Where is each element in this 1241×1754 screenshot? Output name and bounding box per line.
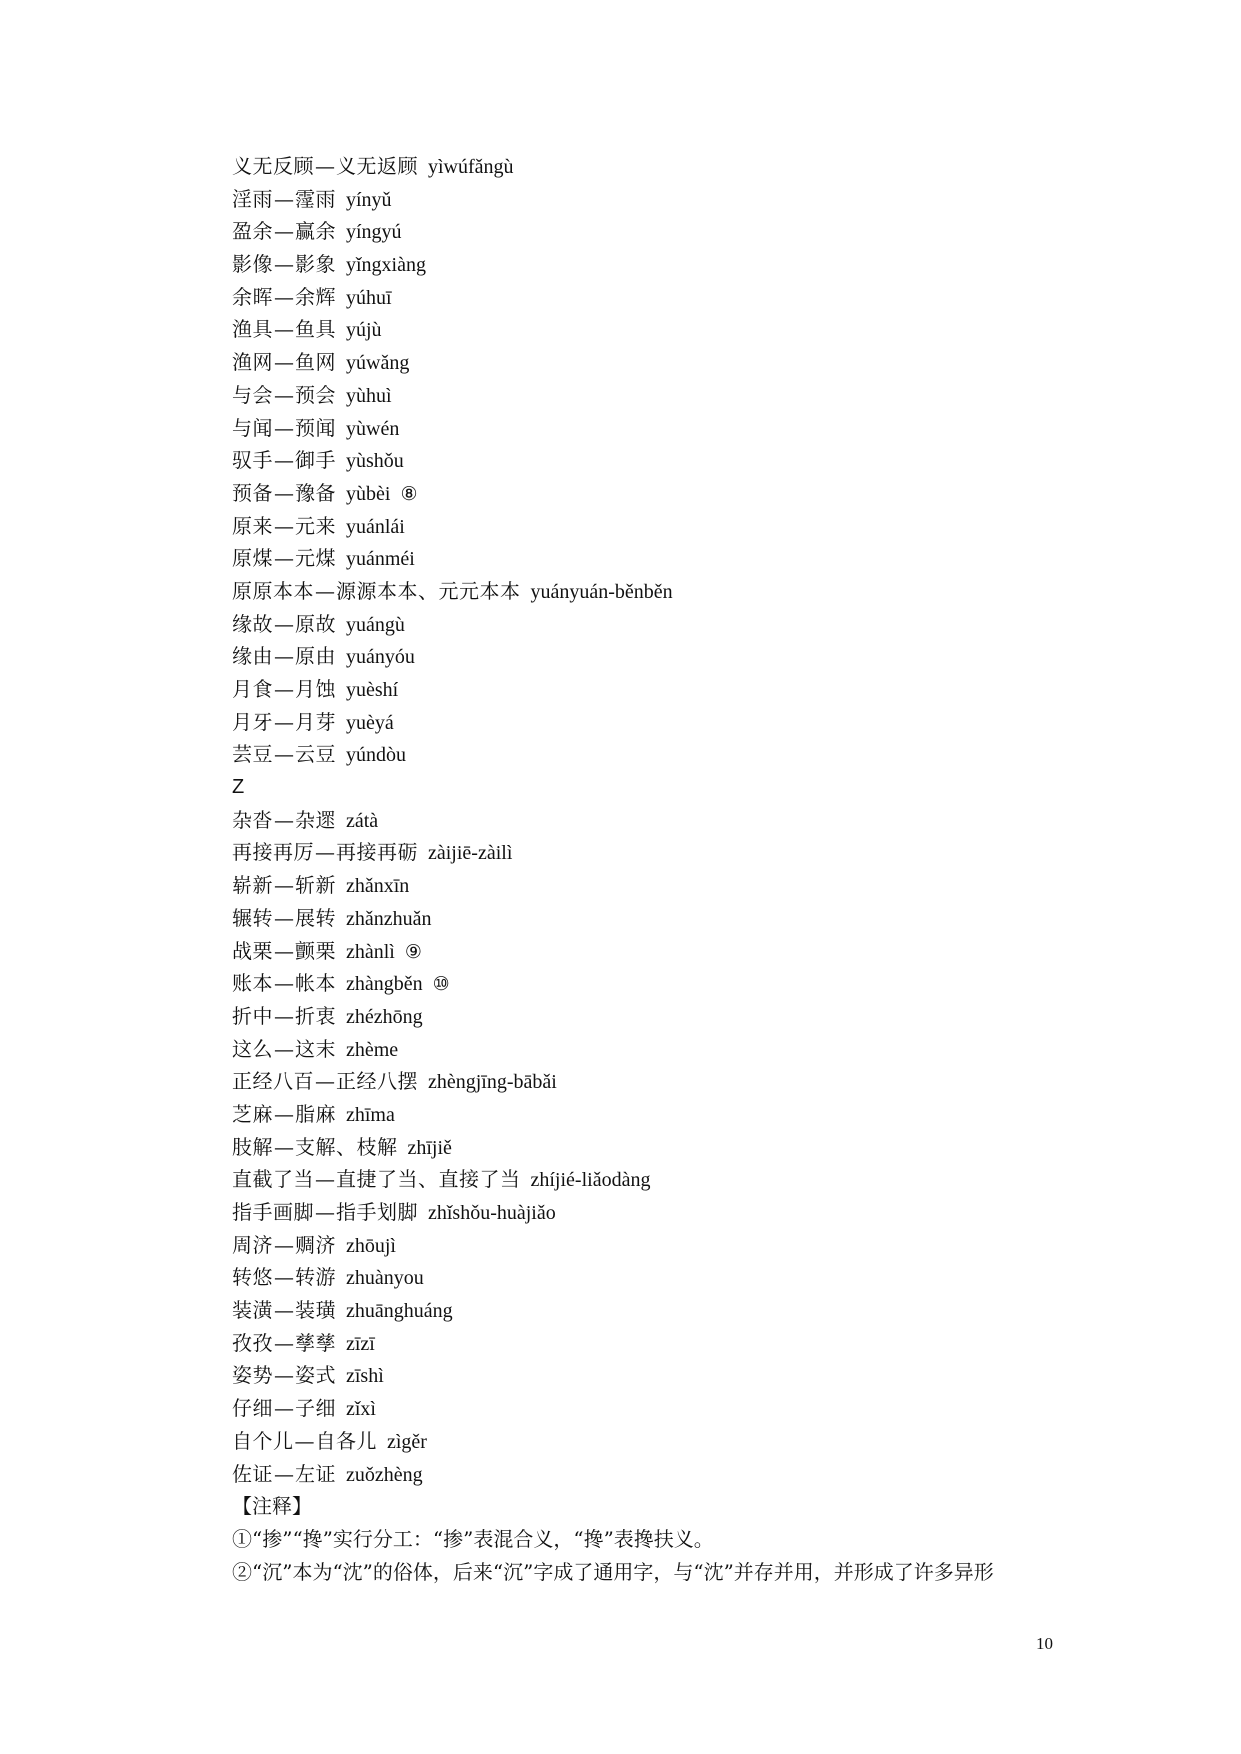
notes-list — [232, 1523, 1112, 1588]
entry-term: 周济 — [232, 1232, 273, 1257]
entry-term: 账本 — [232, 971, 273, 996]
entry-term: 月食 — [232, 677, 273, 701]
entry-line — [232, 215, 1112, 248]
entry-separator: — — [274, 709, 294, 734]
entry-line — [232, 1327, 1112, 1360]
entry-line — [232, 1065, 1112, 1098]
entry-line — [232, 1261, 1112, 1294]
entry-separator: — — [274, 1101, 294, 1126]
entry-term: 淫雨 — [232, 186, 273, 211]
entry-variant: 鱼网 — [295, 350, 336, 375]
entry-term: 月牙 — [232, 709, 273, 734]
entry-term: 原来 — [232, 513, 273, 538]
entry-pinyin: yǐngxiàng — [346, 254, 426, 277]
entry-line — [232, 1458, 1112, 1491]
entry-term: 原煤 — [232, 546, 273, 571]
entry-separator: — — [315, 154, 335, 178]
entry-note-ref: ⑨ — [404, 940, 422, 963]
entry-line — [232, 346, 1112, 379]
entry-term: 与闻 — [232, 415, 273, 440]
entry-pinyin: yuányuán-běnběn — [530, 580, 673, 603]
entry-term: 肢解 — [232, 1134, 273, 1159]
entry-separator: — — [274, 1232, 294, 1257]
entry-line — [232, 183, 1112, 216]
entry-term: 义无反顾 — [232, 154, 314, 178]
entry-line — [232, 1131, 1112, 1164]
entry-line — [232, 608, 1112, 641]
entry-line — [232, 510, 1112, 543]
entry-separator: — — [315, 840, 335, 865]
entry-line — [232, 935, 1112, 968]
entry-pinyin: zhèngjīng-bābǎi — [428, 1071, 557, 1094]
entry-pinyin: zuǒzhèng — [346, 1463, 423, 1486]
entry-line — [232, 738, 1112, 771]
entry-separator: — — [274, 905, 294, 930]
entry-line — [232, 804, 1112, 837]
entry-pinyin: yúndòu — [346, 744, 406, 767]
entry-separator: — — [274, 284, 294, 309]
entry-variant: 左证 — [295, 1461, 336, 1486]
entry-variant: 正经八摆 — [336, 1069, 418, 1094]
entry-pinyin: yùbèi — [346, 482, 391, 505]
entry-variant: 帐本 — [295, 971, 336, 996]
entry-variant: 元来 — [295, 513, 336, 538]
entry-pinyin: yùhuì — [346, 384, 392, 407]
entry-separator: — — [274, 644, 294, 669]
entry-separator: — — [274, 1363, 294, 1388]
entry-pinyin: yuèyá — [346, 711, 394, 734]
entry-term: 盈余 — [232, 219, 273, 244]
entry-variant: 月芽 — [295, 709, 336, 734]
section-heading-z: Z — [232, 776, 245, 799]
entry-pinyin: yínyǔ — [346, 188, 392, 211]
entry-term: 杂沓 — [232, 807, 273, 832]
entry-line — [232, 248, 1112, 281]
entry-separator: — — [274, 382, 294, 407]
entry-term: 余晖 — [232, 284, 273, 309]
entry-variant: 原故 — [295, 611, 336, 636]
entry-variant: 转游 — [295, 1265, 336, 1290]
entry-variant: 自各儿 — [315, 1428, 377, 1453]
entry-term: 芝麻 — [232, 1101, 273, 1126]
entry-separator: — — [274, 448, 294, 473]
entry-term: 再接再厉 — [232, 840, 314, 865]
entry-pinyin: zhézhōng — [346, 1005, 423, 1028]
entry-term: 影像 — [232, 252, 273, 277]
entry-variant: 御手 — [295, 448, 336, 473]
entry-separator: — — [274, 611, 294, 636]
entry-term: 与会 — [232, 382, 273, 407]
entry-note-ref: ⑧ — [400, 482, 418, 505]
entry-variant: 元煤 — [295, 546, 336, 571]
entry-variant: 子细 — [295, 1396, 336, 1421]
entry-separator: — — [274, 971, 294, 996]
entry-term: 孜孜 — [232, 1330, 273, 1355]
entry-separator: — — [274, 1330, 294, 1355]
entry-separator: — — [274, 252, 294, 277]
entry-variant: 影象 — [295, 252, 336, 277]
document-body — [232, 150, 1112, 1588]
entry-pinyin: yuánméi — [346, 548, 415, 571]
entry-term: 佐证 — [232, 1461, 273, 1486]
entry-line — [232, 412, 1112, 445]
entry-separator: — — [274, 219, 294, 244]
entry-pinyin: yùshǒu — [346, 450, 404, 473]
entry-variant: 鱼具 — [295, 317, 336, 342]
entry-term: 转悠 — [232, 1265, 273, 1290]
entry-pinyin: zhǐshǒu-huàjiǎo — [428, 1202, 556, 1224]
entry-line — [232, 1033, 1112, 1066]
entry-term: 缘故 — [232, 611, 273, 636]
entry-separator: — — [274, 742, 294, 767]
entry-pinyin: zhōujì — [346, 1234, 396, 1257]
entry-variant: 支解、枝解 — [295, 1134, 398, 1159]
entry-pinyin: zhíjié-liǎodàng — [530, 1169, 651, 1192]
note-line: ①“掺”“搀”实行分工：“掺”表混合义，“搀”表搀扶义。 — [232, 1526, 714, 1551]
entry-pinyin: zàijiē-zàilì — [428, 842, 513, 865]
entry-separator: — — [274, 1298, 294, 1323]
entry-term: 渔具 — [232, 317, 273, 342]
entry-separator: — — [274, 415, 294, 440]
entry-variant: 颤栗 — [295, 938, 336, 963]
entry-term: 指手画脚 — [232, 1200, 314, 1224]
entry-separator: — — [315, 1167, 335, 1192]
page-number: 10 — [1036, 1634, 1053, 1653]
entry-variant: 月蚀 — [295, 677, 336, 701]
entry-term: 渔网 — [232, 350, 273, 375]
entry-separator: — — [274, 546, 294, 571]
entry-variant: 源源本本、元元本本 — [336, 578, 521, 603]
entry-term: 自个儿 — [232, 1428, 294, 1453]
entry-separator: — — [315, 578, 335, 603]
entry-pinyin: zhuànyou — [346, 1267, 424, 1290]
entry-variant: 装璜 — [295, 1298, 336, 1323]
entry-separator: — — [274, 1134, 294, 1159]
entry-separator: — — [274, 1003, 294, 1028]
entry-pinyin: zhījiě — [407, 1136, 452, 1159]
entry-variant: 杂遝 — [295, 807, 336, 832]
entry-variant: 斩新 — [295, 873, 336, 898]
entry-pinyin: yuányóu — [346, 646, 415, 669]
entry-separator: — — [274, 480, 294, 505]
entry-note-ref: ⑩ — [432, 973, 450, 996]
entry-pinyin: zīshì — [346, 1365, 384, 1388]
entry-line — [232, 869, 1112, 902]
entry-term: 原原本本 — [232, 578, 314, 603]
entry-separator: — — [274, 317, 294, 342]
entry-pinyin: zhīma — [346, 1103, 395, 1126]
entry-variant: 豫备 — [295, 480, 336, 505]
entry-variant: 指手划脚 — [336, 1200, 418, 1224]
entry-line — [232, 1359, 1112, 1392]
entry-variant: 赒济 — [295, 1232, 336, 1257]
entry-separator: — — [274, 186, 294, 211]
entry-term: 仔细 — [232, 1396, 273, 1421]
entry-line — [232, 673, 1112, 706]
entry-separator: — — [274, 807, 294, 832]
entry-pinyin: yìwúfǎngù — [428, 156, 514, 178]
entry-pinyin: zhuānghuáng — [346, 1300, 453, 1323]
entry-pinyin: yuánlái — [346, 515, 405, 538]
entry-variant: 霪雨 — [295, 186, 336, 211]
entry-pinyin: zhàngběn — [346, 973, 423, 996]
entry-term: 崭新 — [232, 873, 273, 898]
entry-term: 装潢 — [232, 1298, 273, 1323]
entry-separator: — — [274, 1396, 294, 1421]
entry-pinyin: yújù — [346, 319, 382, 342]
entry-line — [232, 575, 1112, 608]
entry-line — [232, 1000, 1112, 1033]
entry-variant: 原由 — [295, 644, 336, 669]
note-line: ②“沉”本为“沈”的俗体，后来“沉”字成了通用字，与“沈”并存并用，并形成了许多异形 — [232, 1559, 994, 1584]
entry-variant: 预会 — [295, 382, 336, 407]
entry-term: 折中 — [232, 1003, 273, 1028]
entry-line — [232, 1294, 1112, 1327]
entry-separator: — — [274, 1036, 294, 1061]
entry-term: 正经八百 — [232, 1069, 314, 1094]
entry-variant: 云豆 — [295, 742, 336, 767]
entry-line — [232, 281, 1112, 314]
entry-line — [232, 1098, 1112, 1131]
entry-term: 战栗 — [232, 938, 273, 963]
entry-pinyin: zīzī — [346, 1332, 375, 1355]
entry-variant: 义无返顾 — [336, 154, 418, 178]
entry-line — [232, 967, 1112, 1000]
entry-term: 直截了当 — [232, 1167, 314, 1192]
entry-term: 辗转 — [232, 905, 273, 930]
entry-variant: 这末 — [295, 1036, 336, 1061]
entry-term: 芸豆 — [232, 742, 273, 767]
entry-variant: 再接再砺 — [336, 840, 418, 865]
entry-pinyin: zhǎnzhuǎn — [346, 907, 432, 930]
entry-line — [232, 902, 1112, 935]
entry-separator: — — [294, 1428, 315, 1453]
entry-line — [232, 640, 1112, 673]
entry-separator: — — [274, 350, 294, 375]
entry-term: 这么 — [232, 1036, 273, 1061]
entry-line — [232, 836, 1112, 869]
entry-separator: — — [274, 677, 294, 701]
entry-variant: 折衷 — [295, 1003, 336, 1028]
entry-pinyin: yuèshí — [346, 679, 399, 701]
entry-line — [232, 1392, 1112, 1425]
entry-line — [232, 1163, 1112, 1196]
entry-line — [232, 477, 1112, 510]
entry-pinyin: yúhuī — [346, 286, 392, 309]
entry-variant: 展转 — [295, 905, 336, 930]
entry-variant: 脂麻 — [295, 1101, 336, 1126]
entry-line — [232, 1229, 1112, 1262]
entry-line — [232, 1196, 1112, 1229]
entry-pinyin: zǐxì — [346, 1398, 376, 1421]
entry-pinyin: zhème — [346, 1038, 399, 1061]
entry-separator: — — [274, 1265, 294, 1290]
entry-pinyin: yúwǎng — [346, 352, 410, 375]
notes-title: 【注释】 — [232, 1494, 312, 1519]
entry-line — [232, 1425, 1112, 1458]
entry-line — [232, 706, 1112, 739]
entry-variant: 余辉 — [295, 284, 336, 309]
entry-line — [232, 150, 1112, 183]
entry-pinyin: yíngyú — [346, 221, 402, 244]
entry-variant: 直捷了当、直接了当 — [336, 1167, 521, 1192]
entry-separator: — — [315, 1069, 335, 1094]
entry-separator: — — [274, 1461, 294, 1486]
entry-separator: — — [315, 1200, 335, 1224]
entry-variant: 预闻 — [295, 415, 336, 440]
entry-line — [232, 313, 1112, 346]
entry-list-y — [232, 150, 1112, 771]
entry-line — [232, 379, 1112, 412]
entry-list-z — [232, 804, 1112, 1490]
entry-pinyin: zìgěr — [387, 1430, 427, 1453]
entry-pinyin: yùwén — [346, 417, 400, 440]
entry-separator: — — [274, 938, 294, 963]
entry-variant: 孳孳 — [295, 1330, 336, 1355]
entry-line — [232, 542, 1112, 575]
entry-term: 驭手 — [232, 448, 273, 473]
entry-term: 缘由 — [232, 644, 273, 669]
entry-variant: 姿式 — [295, 1363, 336, 1388]
entry-pinyin: zhànlì — [346, 940, 395, 963]
entry-pinyin: zátà — [346, 809, 379, 832]
entry-variant: 赢余 — [295, 219, 336, 244]
entry-pinyin: yuángù — [346, 613, 405, 636]
entry-separator: — — [274, 873, 294, 898]
entry-term: 预备 — [232, 480, 273, 505]
entry-separator: — — [274, 513, 294, 538]
entry-term: 姿势 — [232, 1363, 273, 1388]
entry-pinyin: zhǎnxīn — [346, 875, 410, 898]
entry-line — [232, 444, 1112, 477]
